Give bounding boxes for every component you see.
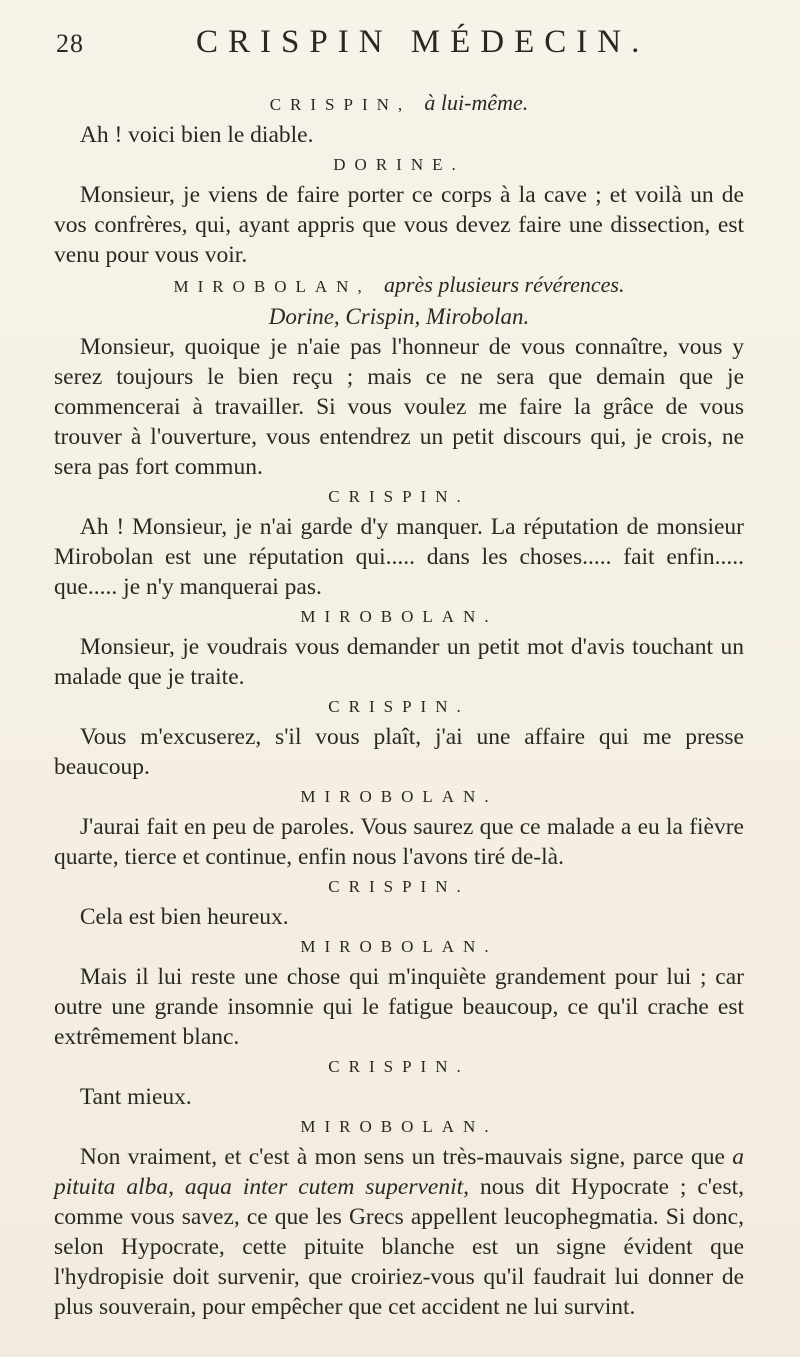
page-header	[56, 24, 756, 74]
separator: ,	[357, 277, 384, 296]
speech-paragraph: Ah ! voici bien le diable.	[79, 122, 314, 148]
speaker-name	[54, 872, 744, 902]
speaker-label: CRISPIN.	[328, 487, 470, 506]
speaker-label: MIROBOLAN.	[300, 1117, 498, 1136]
speaker-label: MIROBOLAN.	[300, 937, 498, 956]
speaker-name	[54, 88, 744, 120]
speaker-name	[54, 1052, 744, 1082]
separator: ,	[397, 95, 425, 114]
stage-cast-line: Dorine, Crispin, Mirobolan.	[268, 304, 530, 329]
speaker-name	[54, 602, 744, 632]
speech-paragraph: Monsieur, quoique je n'aie pas l'honneur de vous connaître, vous y serez toujours le bien reçu ; mais ce ne sera que demain que je commencerai à travailler. Si vous voulez me faire la grâce de vous trouver à l'ouverture, vous entendrez un petit discours qui, je crois, ne sera pas fort commun.	[54, 334, 744, 480]
stage-direction: à lui-même.	[424, 90, 529, 115]
speech-paragraph: Monsieur, je viens de faire porter ce corps à la cave ; et voilà un de vos confrères, qui, ayant appris que vous devez faire une dissection, est venu pour vous voir.	[54, 182, 744, 268]
speech-paragraph: J'aurai fait en peu de paroles. Vous saurez que ce malade a eu la fièvre quarte, tierce et continue, enfin nous l'avons tiré de-là.	[54, 814, 744, 870]
speaker-name	[54, 482, 744, 512]
speaker-name	[54, 782, 744, 812]
speaker-label: CRISPIN	[269, 95, 398, 114]
speaker-name	[54, 270, 744, 302]
speaker-label: CRISPIN.	[328, 697, 470, 716]
speech-paragraph: Monsieur, je voudrais vous demander un petit mot d'avis touchant un malade que je traite.	[54, 634, 744, 690]
speaker-name	[54, 150, 744, 180]
speaker-label: CRISPIN.	[328, 877, 470, 896]
speech-paragraph: Ah ! Monsieur, je n'ai garde d'y manquer. La réputation de monsieur Mirobolan est une réputation qui..... dans les choses..... fait enfin..... que..... je n'y manquerai pas.	[54, 514, 744, 600]
play-text	[54, 88, 744, 1322]
speech-paragraph: Cela est bien heureux.	[79, 904, 289, 930]
speaker-label: MIROBOLAN.	[300, 787, 498, 806]
page-number: 28	[56, 29, 84, 58]
speaker-label: DORINE.	[333, 155, 465, 174]
speech-paragraph: Mais il lui reste une chose qui m'inquiète grandement pour lui ; car outre une grande insomnie qui le fatigue beaucoup, ce qu'il crache est extrêmement blanc.	[54, 964, 744, 1050]
speaker-name	[54, 932, 744, 962]
speaker-label: CRISPIN.	[328, 1057, 470, 1076]
speech-text: nous dit Hypocrate ; c'est, comme vous savez, ce que les Grecs appellent leucophegmatia. Si donc, selon Hypocrate, cette pituite blanche est un signe évident que l'hydropisie doit survenir, que croiriez-vous qu'il faudrait lui donner de plus souverain, pour empêcher que cet accident ne lui survint.	[54, 1174, 744, 1320]
speech-paragraph	[54, 1142, 744, 1322]
latin-quotation: a pituita alba, aqua inter cutem supervenit,	[54, 1144, 744, 1200]
speech-paragraph: Tant mieux.	[79, 1084, 192, 1110]
running-title: CRISPIN MÉDECIN.	[196, 24, 650, 60]
speech-paragraph: Vous m'excuserez, s'il vous plaît, j'ai une affaire qui me presse beaucoup.	[54, 724, 744, 780]
speech-text: Non vraiment, et c'est à mon sens un très-mauvais signe, parce que	[79, 1144, 733, 1170]
speaker-name	[54, 692, 744, 722]
stage-direction: après plusieurs révérences.	[383, 272, 625, 297]
speaker-label: MIROBOLAN.	[300, 607, 498, 626]
speaker-label: MIROBOLAN	[173, 277, 358, 296]
speaker-name	[54, 1112, 744, 1142]
